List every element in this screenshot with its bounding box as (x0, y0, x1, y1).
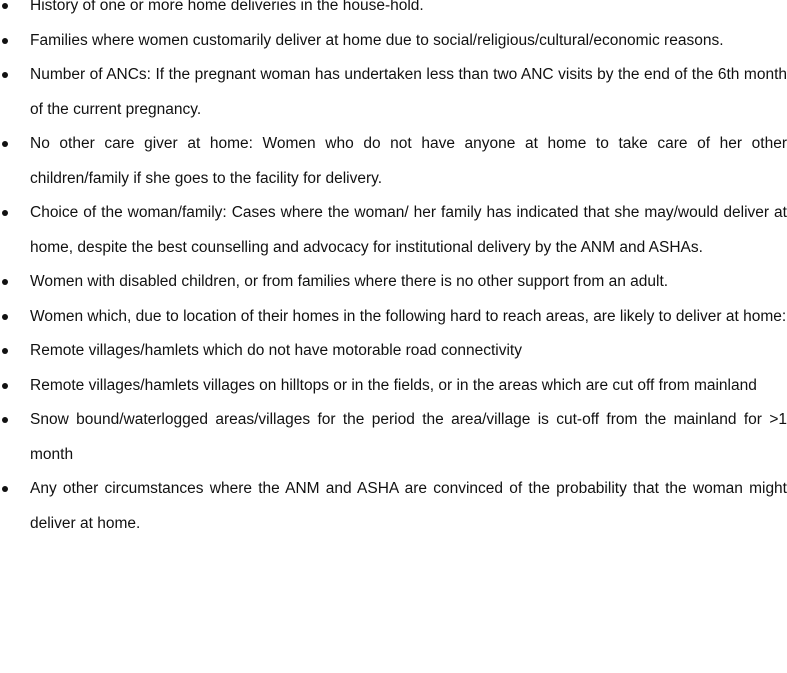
list-item-text: Remote villages/hamlets which do not have motorable road connectivity (30, 342, 522, 359)
list-item (0, 300, 787, 335)
bullet-icon (2, 72, 8, 78)
list-item-text: No other care giver at home: Women who do not have anyone at home to take care of her other children/family if she goes to the facility for delivery. (30, 135, 787, 187)
list-item-text: Number of ANCs: If the pregnant woman has undertaken less than two ANC visits by the end of the 6th month of the current pregnancy. (30, 66, 787, 118)
bullet-icon (2, 417, 8, 423)
list-item (0, 58, 787, 127)
list-item (0, 334, 787, 369)
bullet-icon (2, 210, 8, 216)
list-item-text: Women with disabled children, or from families where there is no other support from an adult. (30, 273, 669, 290)
list-item (0, 24, 787, 59)
list-item-text: Families where women customarily deliver at home due to social/religious/cultural/economic reasons. (30, 31, 724, 49)
bullet-icon (2, 141, 8, 147)
list-item (0, 127, 787, 196)
bullet-icon (2, 486, 8, 492)
bullet-icon (2, 314, 8, 320)
list-item (0, 196, 787, 265)
list-item (0, 265, 787, 300)
list-item-text: Choice of the woman/family: Cases where the woman/ her family has indicated that she may/would deliver at home, despite the best counselling and advocacy for institutional delivery by the ANM and ASHAs. (30, 204, 787, 256)
list-item-text: Remote villages/hamlets villages on hilltops or in the fields, or in the areas which are cut off from mainland (30, 376, 757, 394)
list-item (0, 403, 787, 472)
bullet-icon (2, 383, 8, 389)
list-item-text: Any other circumstances where the ANM and ASHA are convinced of the probability that the woman might deliver at home. (30, 480, 787, 532)
bullet-icon (2, 3, 8, 9)
bullet-icon (2, 38, 8, 44)
list-item (0, 369, 787, 404)
list-item (0, 472, 787, 541)
list-item-text: Women which, due to location of their homes in the following hard to reach areas, are likely to deliver at home: (30, 307, 787, 325)
bullet-icon (2, 279, 8, 285)
list-item (0, 0, 787, 24)
list-item-text: Snow bound/waterlogged areas/villages for the period the area/village is cut-off from the mainland for >1 month (30, 411, 787, 463)
list-item-text: History of one or more home deliveries in the house-hold. (30, 0, 424, 14)
bullet-icon (2, 348, 8, 354)
